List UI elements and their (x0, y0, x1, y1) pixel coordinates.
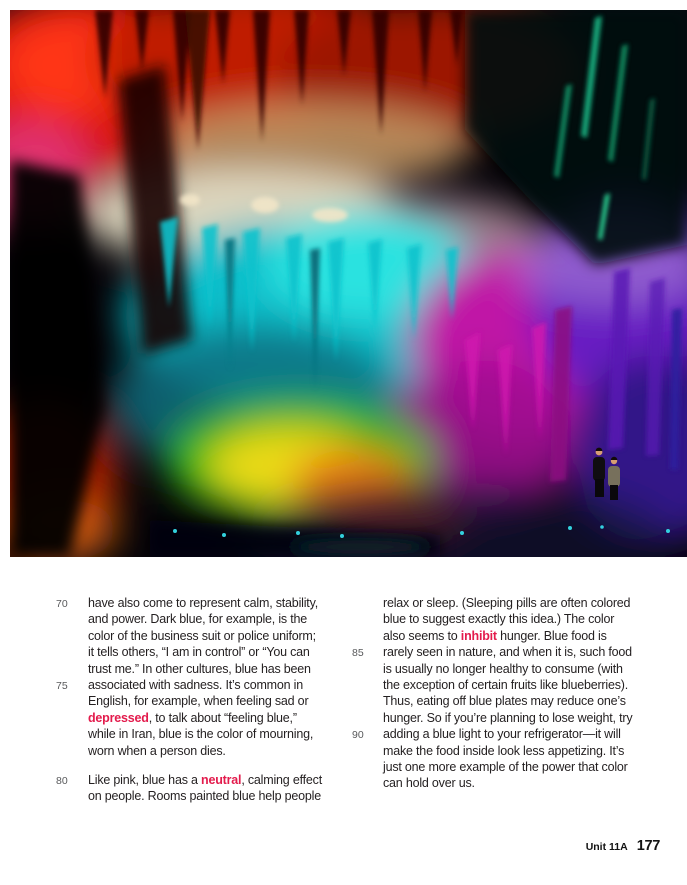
line-text (88, 611, 307, 627)
text-line (56, 628, 356, 644)
text-line (56, 710, 356, 726)
text-line (56, 677, 356, 693)
text-segment: while in Iran, blue is the color of mourning, (88, 727, 314, 742)
line-text (88, 661, 311, 677)
text-line (352, 710, 682, 726)
text-segment: worn when a person dies. (88, 743, 226, 758)
line-text (88, 628, 316, 644)
text-line (56, 595, 356, 611)
text-line (352, 759, 682, 775)
reading-passage (0, 595, 687, 815)
text-line (56, 611, 356, 627)
line-text (88, 726, 313, 742)
text-segment: adding a blue light to your refrigerator—it will (383, 727, 621, 742)
text-column-right (352, 595, 682, 792)
line-text (88, 677, 303, 693)
text-segment: the exception of certain fruits like blueberries). (383, 677, 628, 692)
text-line (56, 693, 356, 709)
text-segment: make the food inside look less appetizing. It’s (383, 743, 625, 758)
text-segment: hunger. So if you’re planning to lose weight, try (383, 710, 633, 725)
line-text (383, 693, 626, 709)
text-segment: is usually no longer healthy to consume (with (383, 661, 623, 676)
text-line (352, 611, 682, 627)
text-line (352, 693, 682, 709)
text-segment: just one more example of the power that color (383, 759, 628, 774)
line-number: 85 (352, 647, 364, 660)
text-line (352, 644, 682, 660)
text-line (56, 788, 356, 804)
text-line (56, 743, 356, 759)
text-segment: , to talk about “feeling blue,” (148, 710, 297, 725)
line-text (383, 775, 475, 791)
text-segment: on people. Rooms painted blue help people (88, 789, 321, 804)
text-line (352, 677, 682, 693)
page-footer (586, 838, 660, 854)
text-segment: Thus, eating off blue plates may reduce one’s (383, 694, 626, 709)
line-text (88, 693, 308, 709)
line-text (383, 595, 630, 611)
text-segment: relax or sleep. (Sleeping pills are often colored (383, 596, 631, 610)
text-segment: English, for example, when feeling sad or (88, 694, 309, 709)
text-line (352, 743, 682, 759)
cave-photo (10, 10, 687, 557)
text-segment: also seems to (383, 628, 461, 643)
unit-label: Unit 11A (585, 841, 628, 853)
highlighted-term: depressed (88, 710, 149, 725)
line-number: 75 (56, 679, 68, 692)
text-segment: and power. Dark blue, for example, is the (88, 612, 308, 627)
text-segment: , calming effect (241, 772, 322, 787)
line-text (383, 677, 628, 693)
text-segment: Like pink, blue has a (88, 772, 202, 787)
page-number: 177 (636, 838, 660, 854)
text-segment: hunger. Blue food is (496, 628, 607, 643)
highlighted-term: inhibit (460, 628, 497, 643)
text-column-left (56, 595, 356, 805)
text-segment: color of the business suit or police uniform; (88, 628, 316, 643)
line-text (383, 743, 624, 759)
text-line (56, 726, 356, 742)
line-text (88, 788, 321, 804)
line-text (88, 644, 310, 660)
cave-photo-art (10, 10, 687, 557)
text-line (352, 661, 682, 677)
line-text (88, 772, 322, 788)
line-text (88, 743, 226, 759)
text-line (352, 775, 682, 791)
text-segment: associated with sadness. It’s common in (88, 677, 303, 692)
text-segment: rarely seen in nature, and when it is, such food (383, 645, 632, 660)
line-number: 90 (352, 729, 364, 742)
line-number: 80 (56, 774, 68, 787)
text-segment: it tells others, “I am in control” or “You can (88, 645, 310, 660)
text-line (56, 772, 356, 788)
text-line (56, 661, 356, 677)
line-text (88, 595, 318, 611)
highlighted-term: neutral (201, 772, 242, 787)
text-line (56, 644, 356, 660)
text-segment: have also come to represent calm, stability, (88, 596, 318, 610)
line-text (383, 644, 632, 660)
line-text (88, 710, 297, 726)
line-text (383, 710, 632, 726)
line-text (383, 611, 614, 627)
paragraph-gap (56, 759, 356, 772)
text-segment: trust me.” In other cultures, blue has been (88, 661, 311, 676)
line-text (383, 628, 607, 644)
line-text (383, 726, 621, 742)
text-segment: blue to suggest exactly this idea.) The color (383, 612, 615, 627)
line-number: 70 (56, 598, 68, 610)
text-line (352, 726, 682, 742)
text-line (352, 628, 682, 644)
text-segment: can hold over us. (383, 776, 475, 791)
line-text (383, 661, 623, 677)
line-text (383, 759, 628, 775)
text-line (352, 595, 682, 611)
